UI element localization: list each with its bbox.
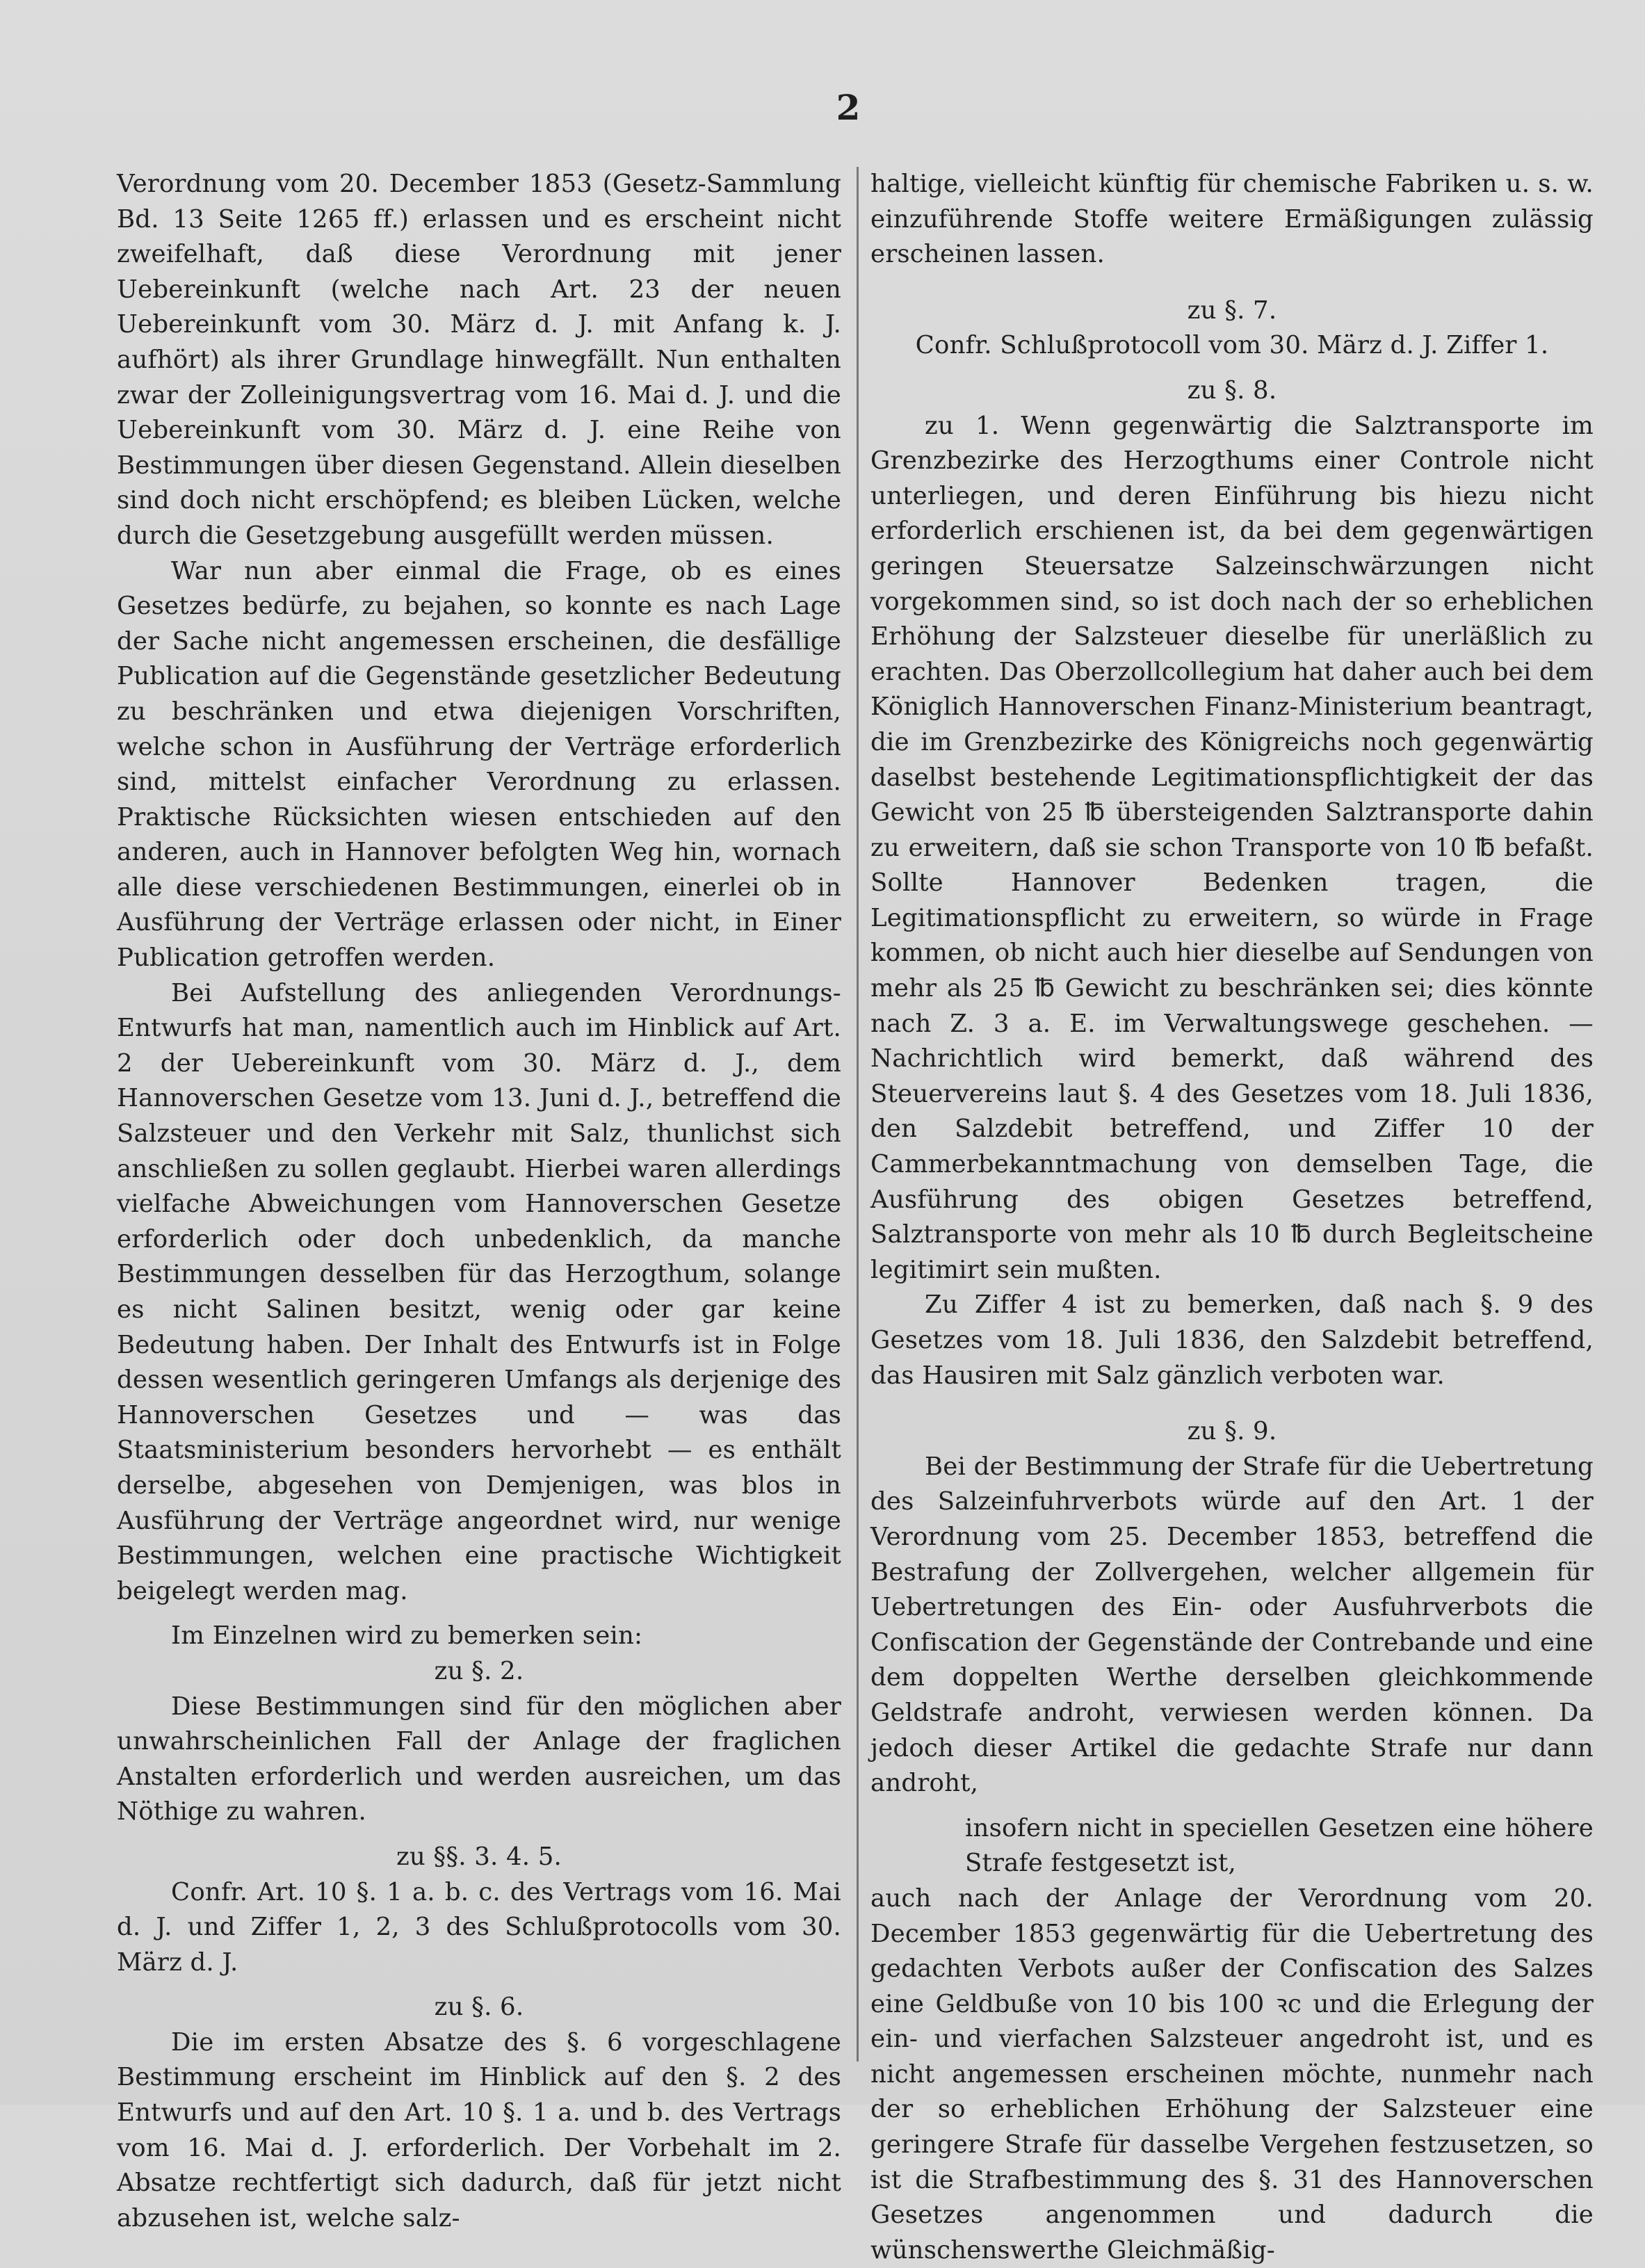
section-heading: zu §. 7.	[1187, 295, 1277, 325]
section-heading: zu §. 8.	[1187, 375, 1277, 405]
page-number: 2	[836, 87, 861, 128]
right-column	[870, 167, 1594, 2268]
section-heading: zu §. 6.	[434, 1993, 524, 2022]
paragraph: War nun aber einmal die Frage, ob es eines Gesetzes bedürfe, zu bejahen, so konnte es nach Lage der Sache nicht angemessen erscheinen, die desfällige Publication auf die Gegenstände gesetzlicher Bedeutung zu beschränken und etwa diejenigen Vorschriften, welche schon in Ausführung der Verträge erforderlich sind, mittelst einfacher Verordnung zu erlassen. Praktische Rücksichten wiesen entschieden auf den anderen, auch in Hannover befolgten Weg hin, wornach alle diese verschiedenen Bestimmungen, einerlei ob in Ausführung der Verträge erlassen oder nicht, in Einer Publication getroffen werden.	[117, 556, 841, 973]
paragraph: Zu Ziffer 4 ist zu bemerken, daß nach §. 9 des Gesetzes vom 18. Juli 1836, den Salzdebit betreffend, das Hausiren mit Salz gänzlich verboten war.	[870, 1290, 1594, 1390]
paragraph: Verordnung vom 20. December 1853 (Gesetz-Sammlung Bd. 13 Seite 1265 ff.) erlassen und es erscheint nicht zweifelhaft, daß diese Verordnung mit jener Uebereinkunft (welche nach Art. 23 der neuen Uebereinkunft vom 30. März d. J. mit Anfang k. J. aufhört) als ihrer Grundlage hinwegfällt. Nun enthalten zwar der Zolleinigungsvertrag vom 16. Mai d. J. und die Uebereinkunft vom 30. März d. J. eine Reihe von Bestimmungen über diesen Gegenstand. Allein dieselben sind doch nicht erschöpfend; es bleiben Lücken, welche durch die Gesetzgebung ausgefüllt werden müssen.	[117, 170, 841, 550]
paragraph: haltige, vielleicht künftig für chemische Fabriken u. s. w. einzuführende Stoffe weitere Ermäßigungen zulässig erscheinen lassen.	[870, 170, 1594, 269]
section-heading: zu §. 2.	[434, 1656, 524, 1685]
paragraph: Confr. Schlußprotocoll vom 30. März d. J. Ziffer 1.	[915, 331, 1549, 360]
quoted-passage: insofern nicht in speciellen Gesetzen eine höhere Strafe festgesetzt ist,	[965, 1813, 1594, 1878]
paragraph: Diese Bestimmungen sind für den möglichen aber unwahrscheinlichen Fall der Anlage der fraglichen Anstalten erforderlich und werden ausreichen, um das Nöthige zu wahren.	[117, 1692, 841, 1826]
column-divider	[857, 167, 859, 2062]
paragraph: Bei Aufstellung des anliegenden Verordnungs-Entwurfs hat man, namentlich auch im Hinblick auf Art. 2 der Uebereinkunft vom 30. März d. J., dem Hannoverschen Gesetze vom 13. Juni d. J., betreffend die Salzsteuer und den Verkehr mit Salz, thunlichst sich anschließen zu sollen geglaubt. Hierbei waren allerdings vielfache Abweichungen vom Hannoverschen Gesetze erforderlich oder doch unbedenklich, da manche Bestimmungen desselben für das Herzogthum, solange es nicht Salinen besitzt, wenig oder gar keine Bedeutung haben. Der Inhalt des Entwurfs ist in Folge dessen wesentlich geringeren Umfangs als derjenige des Hannoverschen Gesetzes und — was das Staatsministerium besonders hervorhebt — es enthält derselbe, abgesehen von Demjenigen, was blos in Ausführung der Verträge angeordnet wird, nur wenige Bestimmungen, welchen eine practische Wichtigkeit beigelegt werden mag.	[117, 978, 841, 1605]
left-column	[117, 167, 841, 2236]
section-heading: zu §§. 3. 4. 5.	[396, 1842, 562, 1871]
paragraph: Confr. Art. 10 §. 1 a. b. c. des Vertrags vom 16. Mai d. J. und Ziffer 1, 2, 3 des Schlußprotocolls vom 30. März d. J.	[117, 1877, 841, 1977]
section-heading: zu §. 9.	[1187, 1417, 1277, 1446]
paragraph: Im Einzelnen wird zu bemerken sein:	[171, 1621, 643, 1651]
paragraph: Die im ersten Absatze des §. 6 vorgeschlagene Bestimmung erscheint im Hinblick auf den §. 2 des Entwurfs und auf den Art. 10 §. 1 a. und b. des Vertrags vom 16. Mai d. J. erforderlich. Der Vorbehalt im 2. Absatze rechtfertigt sich dadurch, daß für jetzt nicht abzusehen ist, welche salz-	[117, 2027, 841, 2233]
paragraph: Bei der Bestimmung der Strafe für die Uebertretung des Salzeinfuhrverbots würde auf den Art. 1 der Verordnung vom 25. December 1853, betreffend die Bestrafung der Zollvergehen, welcher allgemein für Uebertretungen des Ein- oder Ausfuhrverbots die Confiscation der Gegenstände der Contrebande und eine dem doppelten Werthe derselben gleichkommende Geldstrafe androht, verwiesen werden können. Da jedoch dieser Artikel die gedachte Strafe nur dann androht,	[870, 1452, 1594, 1798]
paragraph: zu 1. Wenn gegenwärtig die Salztransporte im Grenzbezirke des Herzogthums einer Controle nicht unterliegen, und deren Einführung bis hiezu nicht erforderlich erschienen ist, da bei dem gegenwärtigen geringen Steuersatze Salzeinschwärzungen nicht vorgekommen sind, so ist doch nach der so erheblichen Erhöhung der Salzsteuer dieselbe für unerläßlich zu erachten. Das Oberzollcollegium hat daher auch bei dem Königlich Hannoverschen Finanz-Ministerium beantragt, die im Grenzbezirke des Königreichs noch gegenwärtig daselbst bestehende Legitimationspflichtigkeit der das Gewicht von 25 ℔ übersteigenden Salztransporte dahin zu erweitern, daß sie schon Transporte von 10 ℔ befaßt. Sollte Hannover Bedenken tragen, die Legitimationspflicht zu erweitern, so würde in Frage kommen, ob nicht auch hier dieselbe auf Sendungen von mehr als 25 ℔ Gewicht zu beschränken sei; dies könnte nach Z. 3 a. E. im Verwaltungswege geschehen. — Nachrichtlich wird bemerkt, daß während des Steuervereins laut §. 4 des Gesetzes vom 18. Juli 1836, den Salzdebit betreffend, und Ziffer 10 der Cammerbekanntmachung von demselben Tage, die Ausführung des obigen Gesetzes betreffend, Salztransporte von mehr als 10 ℔ durch Begleitscheine legitimirt sein mußten.	[870, 411, 1594, 1284]
paragraph: auch nach der Anlage der Verordnung vom 20. December 1853 gegenwärtig für die Uebertretung des gedachten Verbots außer der Confiscation des Salzes eine Geldbuße von 10 bis 100 ꝛc und die Erlegung der ein- und vierfachen Salzsteuer angedroht ist, und es nicht angemessen erscheinen möchte, nunmehr nach der so erheblichen Erhöhung der Salzsteuer eine geringere Strafe für dasselbe Vergehen festzusetzen, so ist die Strafbestimmung des §. 31 des Hannoverschen Gesetzes angenommen und dadurch die wünschenswerthe Gleichmäßig-	[870, 1884, 1594, 2265]
